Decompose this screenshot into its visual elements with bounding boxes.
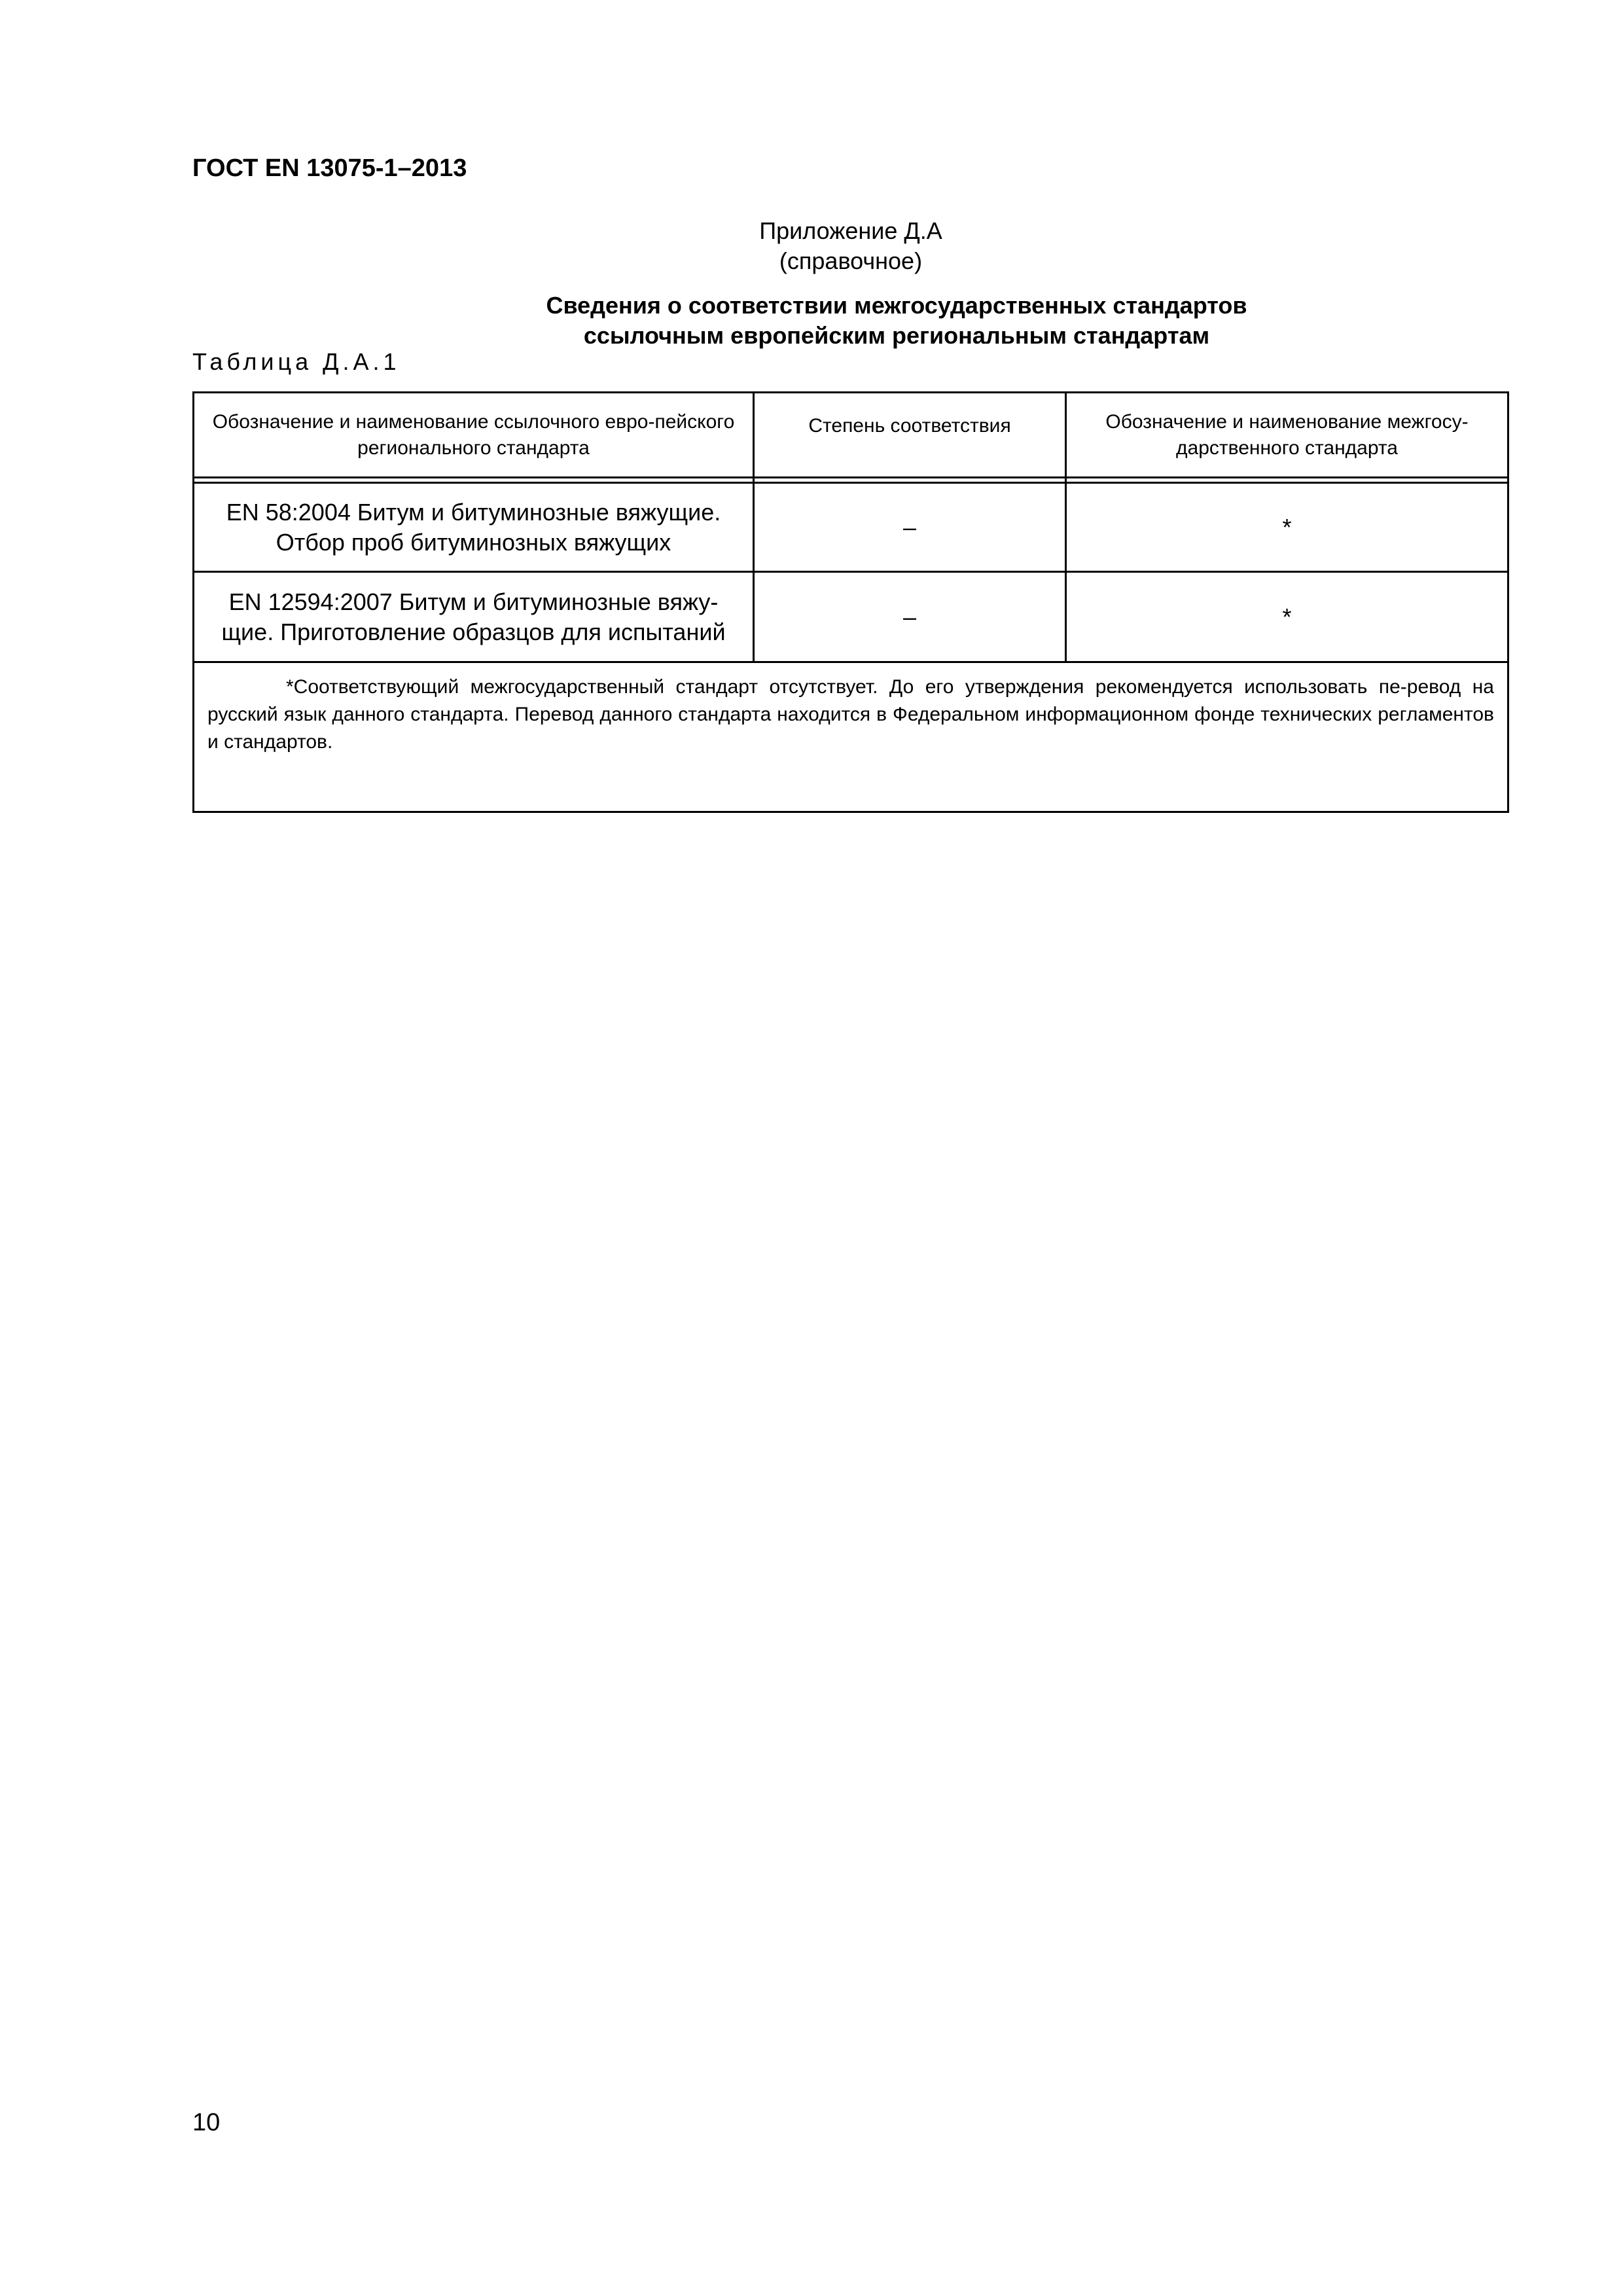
table-header-degree: Степень соответствия <box>808 415 1011 437</box>
document-code: ГОСТ EN 13075-1–2013 <box>192 154 467 182</box>
table-cell-row2-ref: EN 12594:2007 Битум и битуминозные вяжу-щие. Приготовление образцов для испытаний <box>221 588 726 645</box>
conformity-table <box>192 391 1509 813</box>
table-cell-row2-degree: – <box>902 603 917 630</box>
table-cell-row1-ref: EN 58:2004 Битум и битуминозные вяжущие. Отбор проб битуминозных вяжущих <box>226 498 721 556</box>
appendix-title: Приложение Д.А <box>759 217 942 244</box>
table-header-interstate: Обозначение и наименование межгосу-дарственного стандарта <box>1105 410 1469 459</box>
table-cell-row2-interstate: * <box>1282 603 1292 630</box>
table-cell-row1-interstate: * <box>1282 513 1292 541</box>
appendix-heading-line2: ссылочным европейским региональным стандартам <box>583 322 1210 349</box>
table-header-ref: Обозначение и наименование ссылочного евро-пейского регионального стандарта <box>212 410 735 459</box>
page-number: 10 <box>192 2109 221 2136</box>
table-footnote: *Соответствующий межгосударственный стандарт отсутствует. До его утверждения рекомендуется использовать пе-ревод на русский язык данного стандарта. Перевод данного стандарта находится в Федеральном информационном фонде технических регламентов и стандартов. <box>207 676 1494 753</box>
table-note-row <box>194 663 1507 811</box>
table-rule-header <box>194 476 1507 478</box>
table-label: Таблица Д.А.1 <box>192 348 401 375</box>
table-cell-row1-degree: – <box>902 513 917 541</box>
appendix-subtitle: (справочное) <box>779 247 923 274</box>
appendix-heading-line1: Сведения о соответствии межгосударственных стандартов <box>546 292 1247 319</box>
appendix-heading <box>419 291 1374 351</box>
